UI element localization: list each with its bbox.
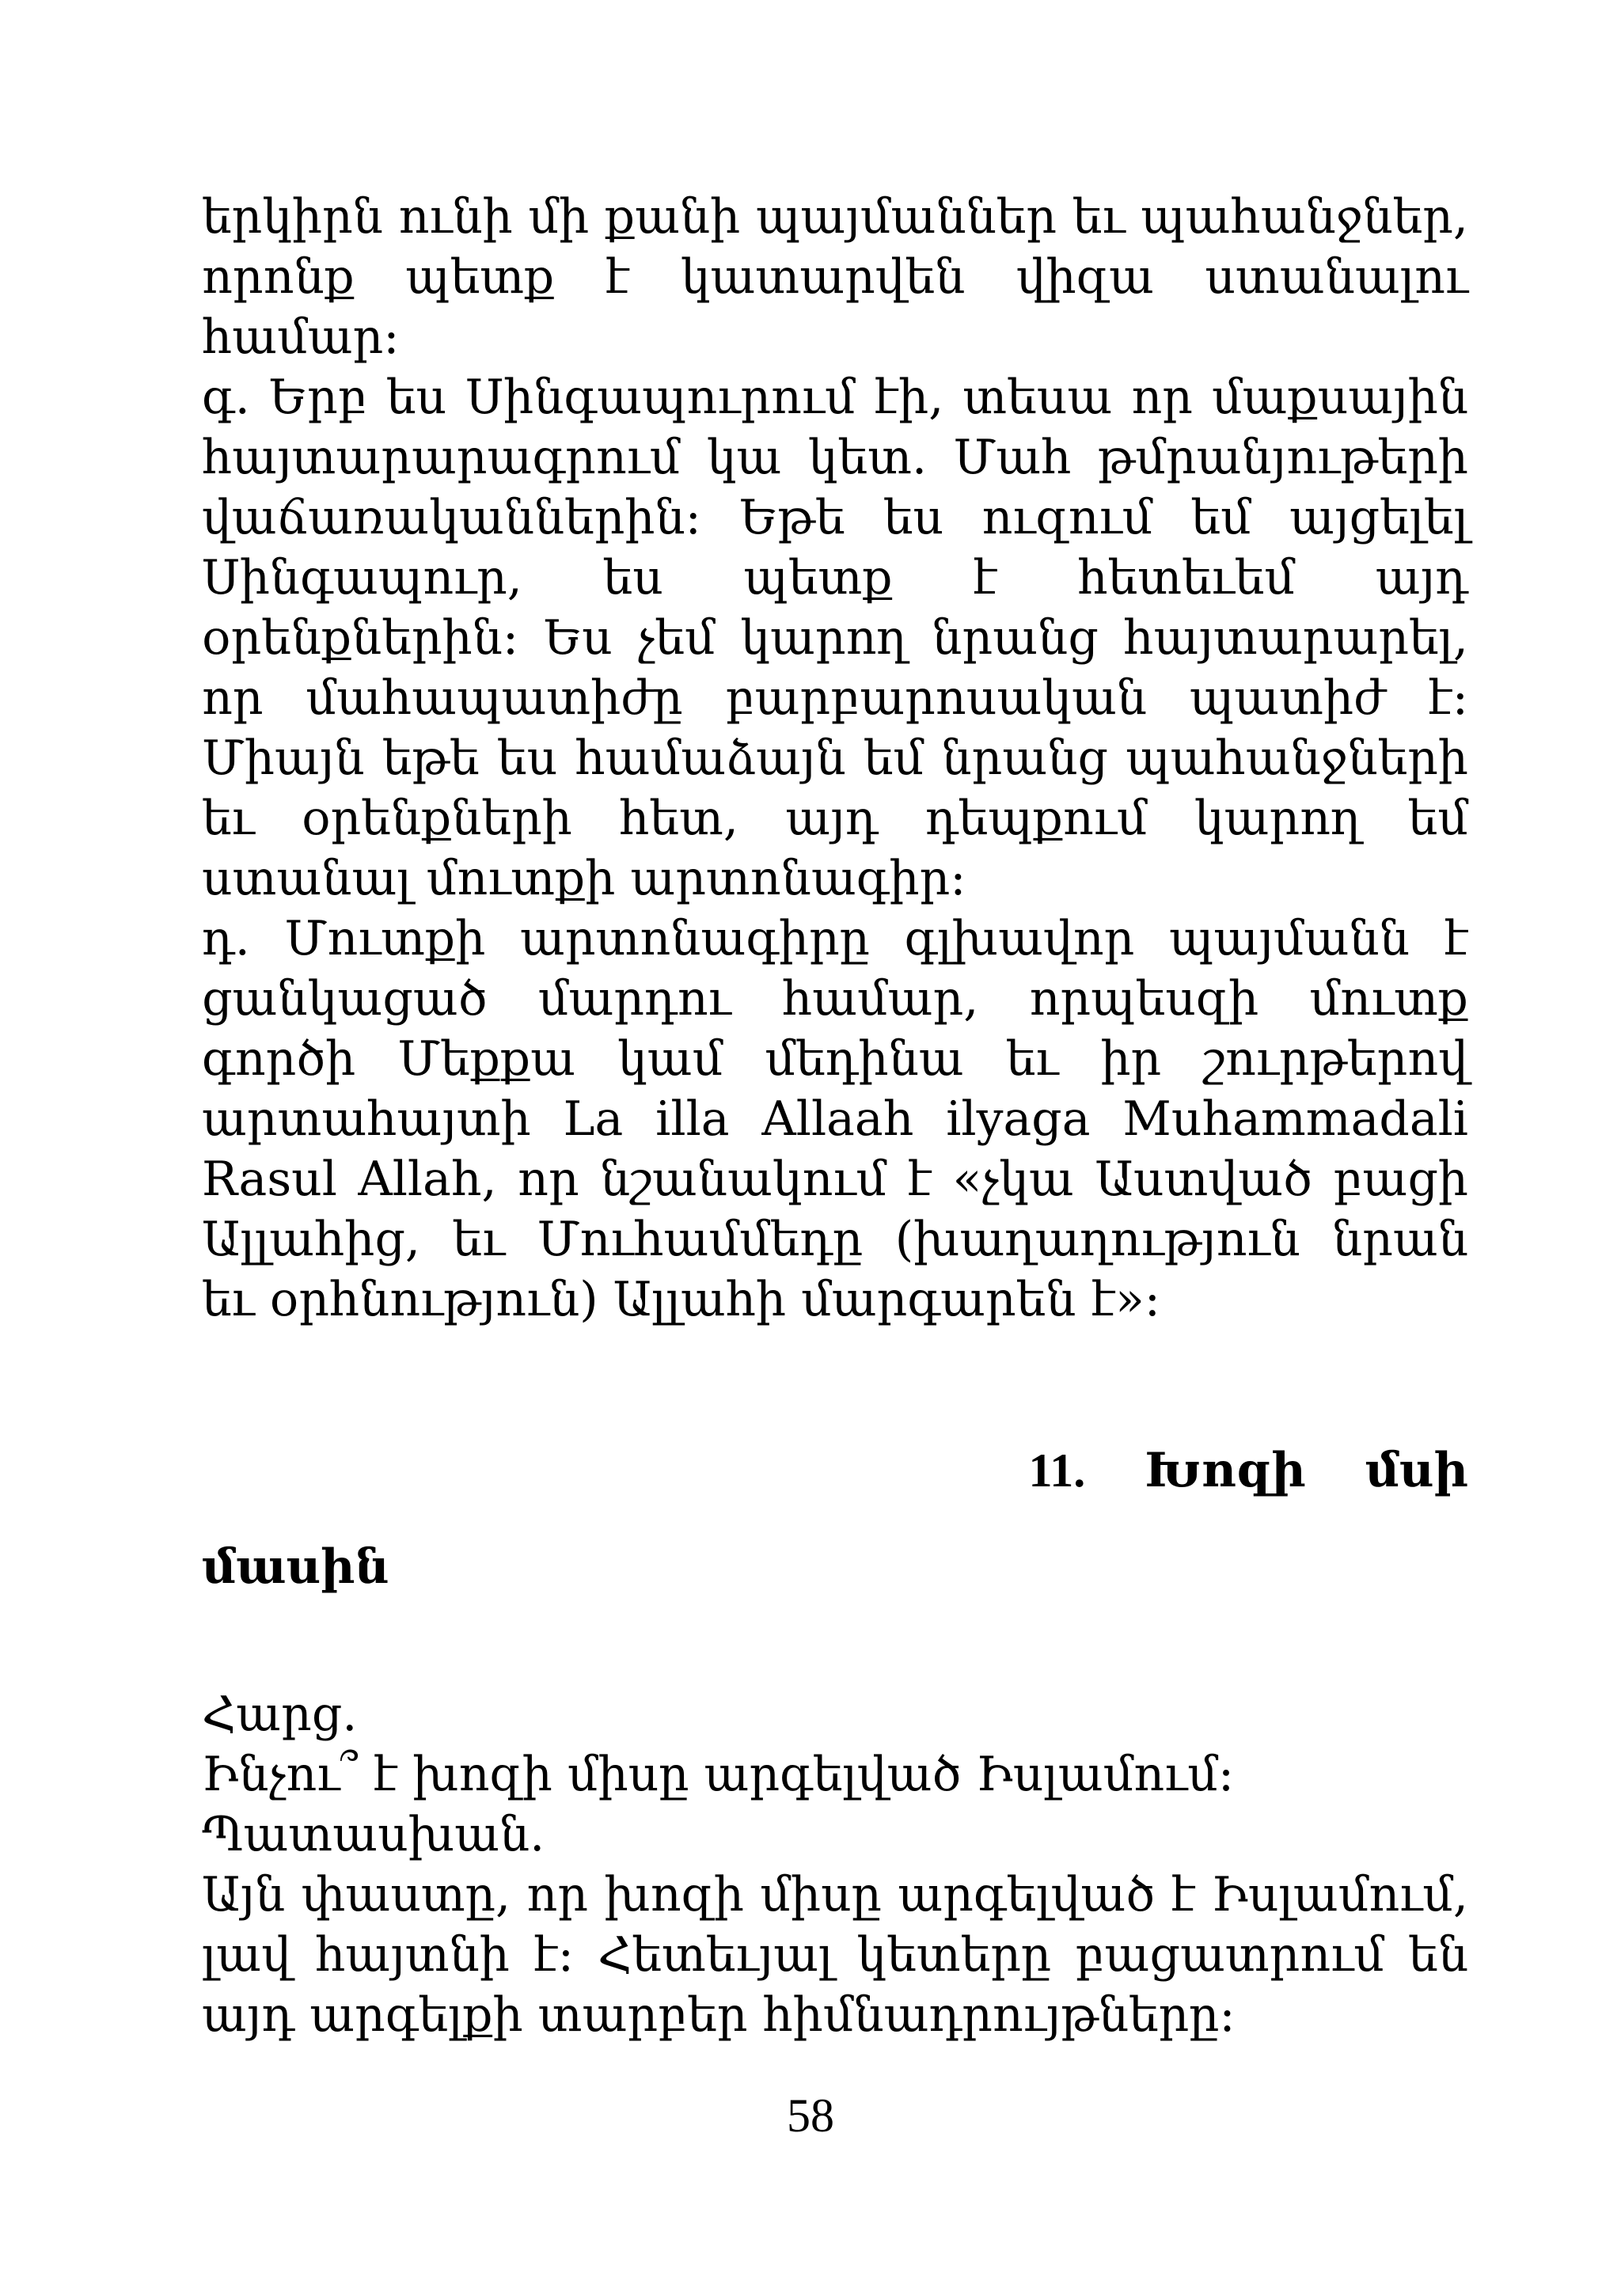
paragraph-d: դ. Մուտքի արտոնագիրը գլխավոր պայմանն է ցանկացած մարդու համար, որպեսզի մուտք գործի Մեքքա կամ մեդինա եւ իր շուրթերով արտահայտի La illa Allaah ilyaga Muhammadali Rasul Allah, որ նշանակում է «չկա Աստված բացի Ալլահից, եւ Մուհամմեդը (խաղաղություն նրան եւ օրհնություն) Ալլահի մարգարեն է»:: [202, 911, 1468, 1327]
heading-gap: [202, 1597, 1468, 1684]
question-text: Ինչու՞ է խոզի միսը արգելված Իսլամում:: [202, 1747, 1235, 1802]
section-heading-continued: մասին: [202, 1541, 389, 1593]
section-gap: [202, 1330, 1468, 1440]
page-body: [202, 187, 1468, 2045]
answer-text: Այն փաստը, որ խոզի միսը արգելված է Իսլամում, լավ հայտնի է: Հետեւյալ կետերը բացատրում են այդ արգելքի տարբեր հիմնադրույթները:: [202, 1867, 1468, 2043]
paragraph-intro: երկիրն ունի մի քանի պայմաններ եւ պահանջներ, որոնք պետք է կատարվեն վիզա ստանալու համար:: [202, 189, 1468, 365]
paragraph-g: գ. Երբ ես Սինգապուրում էի, տեսա որ մաքսային հայտարարագրում կա կետ. Մահ թմրանյութերի վաճառականներին: Եթե ես ուզում եմ այցելել Սինգապուր, ես պետք է հետեւեմ այդ օրենքներին: Ես չեմ կարող նրանց հայտարարել, որ մահապատիժը բարբարոսական պատիժ է: Միայն եթե ես համաձայն եմ նրանց պահանջների եւ օրենքների հետ, այդ դեպքում կարող եմ ստանալ մուտքի արտոնագիր:: [202, 370, 1468, 906]
answer-label: Պատասխան.: [202, 1807, 545, 1862]
question-label: Հարց.: [202, 1687, 358, 1742]
section-heading: 11. Խոզի մսի: [1028, 1444, 1468, 1497]
page-number: 58: [787, 2089, 834, 2142]
